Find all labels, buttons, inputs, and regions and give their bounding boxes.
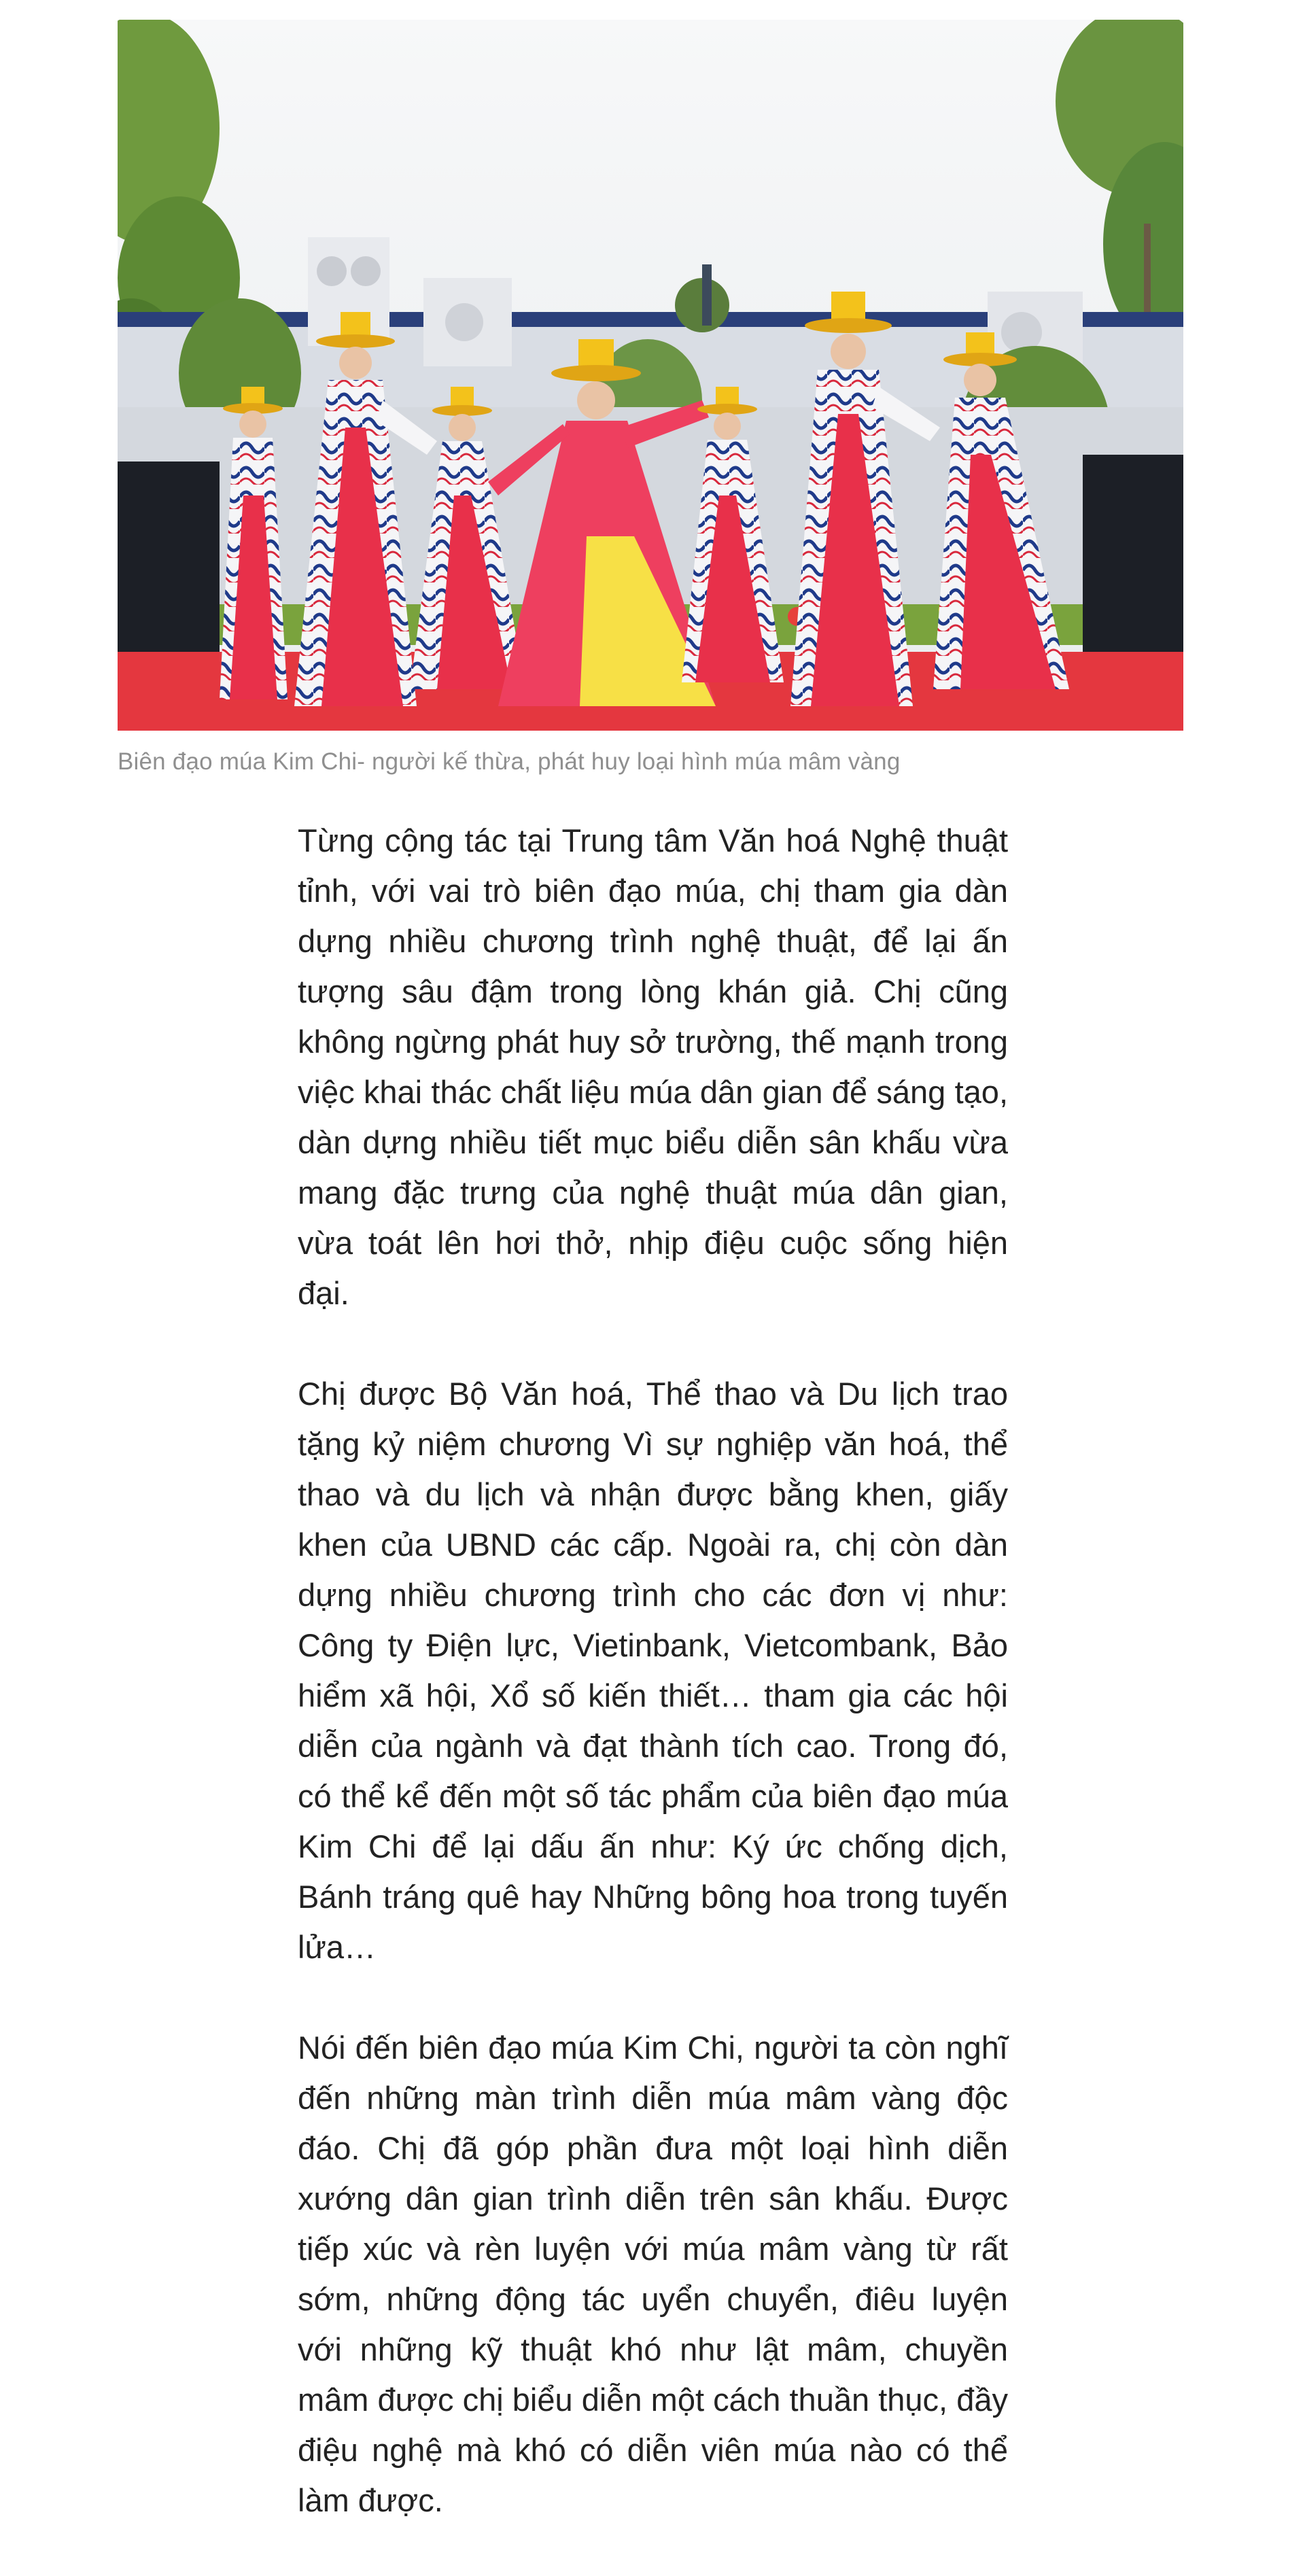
article-paragraph: Nói đến biên đạo múa Kim Chi, người ta còn nghĩ đến những màn trình diễn múa mâm vàng độc đáo. Chị đã góp phần đưa một loại hình diễn xướng dân gian trình diễn trên sân khấu. Được tiếp xúc và rèn luyện với múa mâm vàng từ rất sớm, những động tác uyển chuyển, điêu luyện với những kỹ thuật khó như lật mâm, chuyền mâm được chị biểu diễn một cách thuần thục, đầy điệu nghệ mà khó có diễn viên múa nào có thể làm được.: [298, 2030, 1008, 2518]
article-photo: [118, 20, 1183, 731]
article-paragraph: Từng cộng tác tại Trung tâm Văn hoá Nghệ thuật tỉnh, với vai trò biên đạo múa, chị tham gia dàn dựng nhiều chương trình nghệ thuật, để lại ấn tượng sâu đậm trong lòng khán giả. Chị cũng không ngừng phát huy sở trường, thế mạnh trong việc khai thác chất liệu múa dân gian để sáng tạo, dàn dựng nhiều tiết mục biểu diễn sân khấu vừa mang đặc trưng của nghệ thuật múa dân gian, vừa toát lên hơi thở, nhịp điệu cuộc sống hiện đại.: [298, 822, 1008, 1311]
article-body: [298, 816, 1008, 2576]
article-paragraph: Chị được Bộ Văn hoá, Thể thao và Du lịch trao tặng kỷ niệm chương Vì sự nghiệp văn hoá, thể thao và du lịch và nhận được bằng khen, giấy khen của UBND các cấp. Ngoài ra, chị còn dàn dựng nhiều chương trình cho các đơn vị như: Công ty Điện lực, Vietinbank, Vietcombank, Bảo hiểm xã hội, Xổ số kiến thiết… tham gia các hội diễn của ngành và đạt thành tích cao. Trong đó, có thể kể đến một số tác phẩm của biên đạo múa Kim Chi để lại dấu ấn như: Ký ức chống dịch, Bánh tráng quê hay Những bông hoa trong tuyến lửa…: [298, 1376, 1008, 1965]
photo-caption: Biên đạo múa Kim Chi- người kế thừa, phát huy loại hình múa mâm vàng: [118, 748, 901, 775]
